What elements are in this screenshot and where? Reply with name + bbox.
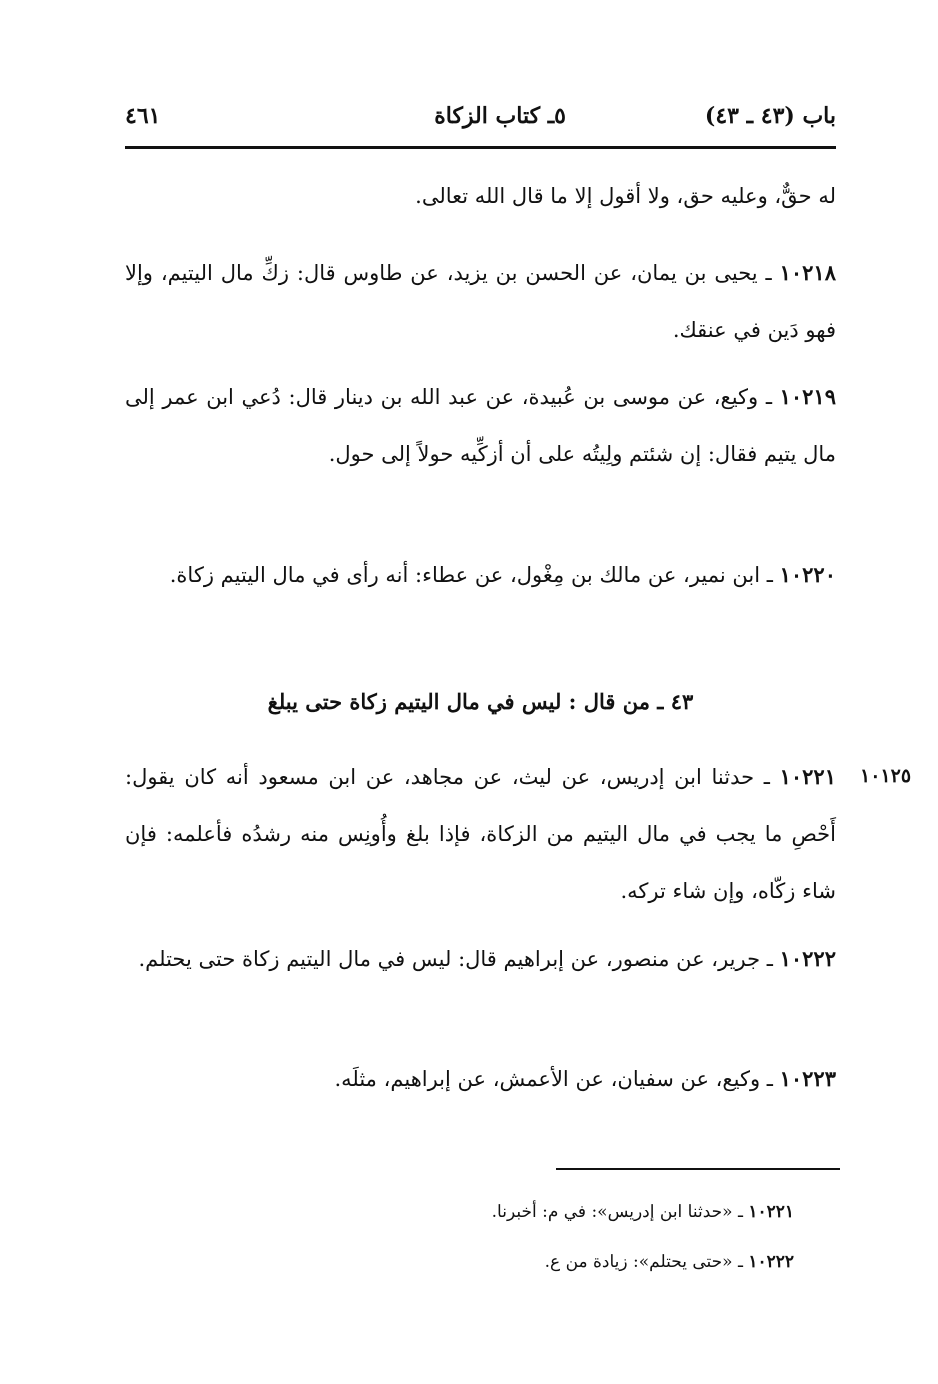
hadith-text: ـ جرير، عن منصور، عن إبراهيم قال: ليس في مال اليتيم زكاة حتى يحتلم. <box>138 947 780 971</box>
hadith-number: ١٠٢٢٠ <box>779 562 836 587</box>
hadith-10221 <box>125 748 836 920</box>
footnote-text: ـ «حتى يحتلم»: زيادة من ع. <box>544 1252 749 1272</box>
paragraph-text: له حقٌّ، وعليه حق، ولا أقول إلا ما قال الله تعالى. <box>415 184 836 208</box>
hadith-number: ١٠٢٢١ <box>779 764 836 789</box>
running-header <box>125 96 836 136</box>
hadith-10218 <box>125 244 836 359</box>
book-title: ٥ـ كتاب الزكاة <box>434 103 566 129</box>
hadith-10219 <box>125 368 836 483</box>
page-number: ٤٦١ <box>125 103 161 129</box>
header-divider <box>125 146 836 149</box>
paragraph-continuation <box>125 168 836 225</box>
section-heading: ٤٣ ـ من قال : ليس في مال اليتيم زكاة حتى يبلغ <box>267 689 694 714</box>
hadith-10220 <box>125 546 836 604</box>
hadith-number: ١٠٢٢٢ <box>779 946 836 971</box>
footnote-text: ـ «حدثنا ابن إدريس»: في م: أخبرنا. <box>491 1202 749 1222</box>
hadith-text: ـ ابن نمير، عن مالك بن مِغْول، عن عطاء: أنه رأى في مال اليتيم زكاة. <box>169 563 780 587</box>
footnote-number: ١٠٢٢١ <box>748 1202 794 1222</box>
hadith-number: ١٠٢٢٣ <box>779 1066 836 1091</box>
footnote-number: ١٠٢٢٢ <box>748 1252 794 1272</box>
footnote-10222 <box>300 1242 794 1282</box>
margin-cross-reference: ١٠١٢٥ <box>860 765 912 787</box>
hadith-number: ١٠٢١٨ <box>779 260 836 285</box>
hadith-10223 <box>125 1050 836 1108</box>
hadith-number: ١٠٢١٩ <box>779 384 836 409</box>
footnote-10221 <box>300 1192 794 1232</box>
footnote-divider <box>556 1168 840 1170</box>
hadith-text: ـ حدثنا ابن إدريس، عن ليث، عن مجاهد، عن ابن مسعود أنه كان يقول: أَحْصِ ما يجب في مال اليتيم من الزكاة، فإذا بلغ وأُونِس منه رشدُه فأعلمه: فإن شاء زكّاه، وإن شاء تركه. <box>125 765 836 903</box>
hadith-text: ـ وكيع، عن موسى بن عُبيدة، عن عبد الله بن دينار قال: دُعي ابن عمر إلى مال يتيم فقال: إن شئتم ولِيتُه على أن أزكِّيه حولاً إلى حول. <box>125 385 836 466</box>
hadith-10222 <box>125 930 836 988</box>
chapter-label: باب (٤٣ ـ ٤٣) <box>704 103 836 129</box>
hadith-text: ـ وكيع، عن سفيان، عن الأعمش، عن إبراهيم، مثلَه. <box>334 1067 780 1091</box>
hadith-text: ـ يحيى بن يمان، عن الحسن بن يزيد، عن طاوس قال: زكِّ مال اليتيم، وإلا فهو دَين في عنقك. <box>125 261 836 342</box>
